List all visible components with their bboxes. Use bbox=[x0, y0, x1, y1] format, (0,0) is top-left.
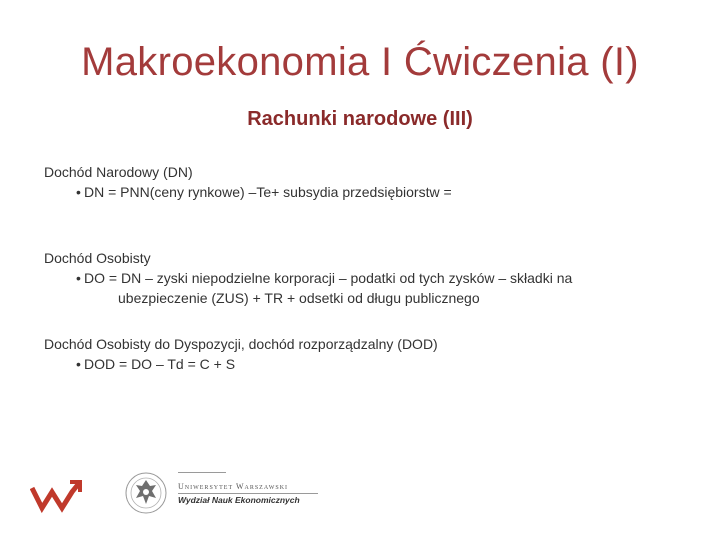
footer-logos bbox=[30, 466, 320, 526]
section-national-income bbox=[44, 162, 452, 202]
bullet-item bbox=[76, 268, 572, 288]
slide-subtitle: Rachunki narodowe (III) bbox=[247, 108, 473, 130]
section-heading: Dochód Narodowy (DN) bbox=[44, 164, 193, 180]
slide-title: Makroekonomia I Ćwiczenia (I) bbox=[81, 40, 639, 84]
bullet-text: DN = PNN(ceny rynkowe) –Te+ subsydia przedsiębiorstw = bbox=[84, 184, 452, 200]
wne-logo-icon bbox=[30, 478, 86, 518]
bullet-item bbox=[76, 354, 438, 374]
divider bbox=[178, 493, 318, 494]
bullet-text-continued: ubezpieczenie (ZUS) + TR + odsetki od długu publicznego bbox=[118, 290, 480, 306]
bullet-text: DOD = DO – Td = C + S bbox=[84, 356, 236, 372]
faculty-name: Wydział Nauk Ekonomicznych bbox=[178, 495, 300, 505]
section-personal-income bbox=[44, 248, 572, 308]
divider bbox=[178, 472, 226, 473]
university-name: Uniwersytet Warszawski bbox=[178, 482, 289, 491]
bullet-dot: • bbox=[76, 184, 81, 200]
section-disposable-income bbox=[44, 334, 438, 374]
university-seal-icon bbox=[124, 468, 168, 518]
section-heading: Dochód Osobisty bbox=[44, 250, 151, 266]
section-heading: Dochód Osobisty do Dyspozycji, dochód rozporządzalny (DOD) bbox=[44, 336, 438, 352]
bullet-item bbox=[76, 182, 452, 202]
bullet-dot: • bbox=[76, 270, 81, 286]
bullet-dot: • bbox=[76, 356, 81, 372]
bullet-text: DO = DN – zyski niepodzielne korporacji – podatki od tych zysków – składki na bbox=[84, 270, 573, 286]
